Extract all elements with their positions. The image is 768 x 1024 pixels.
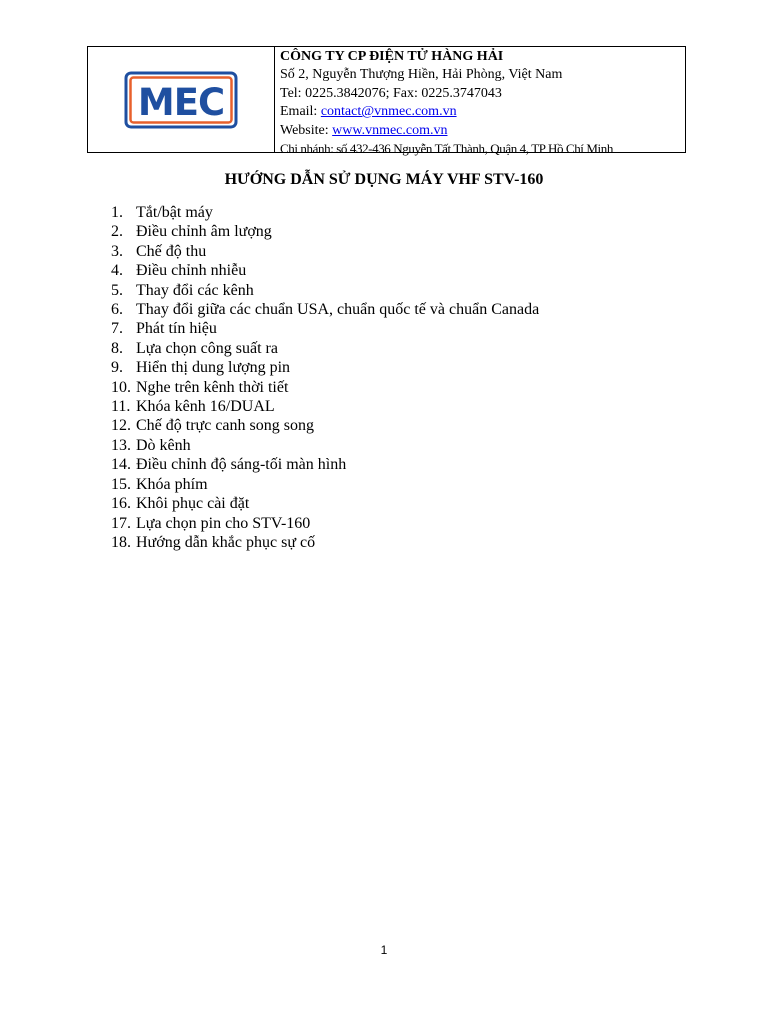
toc-item-text: Điều chỉnh độ sáng-tối màn hình [136, 456, 347, 474]
toc-item-text: Hướng dẫn khắc phục sự cố [136, 533, 316, 551]
toc-item-number: 10. [111, 378, 131, 396]
toc-item-number: 13. [111, 436, 131, 454]
website-label: Website: [280, 122, 333, 138]
toc-item-text: Khôi phục cài đặt [136, 495, 250, 513]
toc-item-text: Khóa kênh 16/DUAL [136, 398, 275, 416]
toc-item [111, 378, 539, 397]
company-name: CÔNG TY CP ĐIỆN TỬ HÀNG HẢI [280, 49, 504, 64]
toc-item-number: 2. [111, 223, 123, 241]
logo-text: MEC [137, 80, 225, 124]
toc-item-number: 17. [111, 514, 131, 532]
toc-item-number: 5. [111, 281, 123, 299]
toc-item-number: 11. [111, 398, 131, 416]
toc-item [111, 319, 539, 338]
toc-item [111, 222, 539, 241]
page-number: 1 [380, 943, 388, 957]
company-email-line [280, 103, 685, 121]
toc-item [111, 416, 539, 435]
toc-item-text: Điều chỉnh âm lượng [136, 223, 272, 241]
toc-item [111, 475, 539, 494]
toc-item-text: Chế độ trực canh song song [136, 417, 314, 435]
toc-item-number: 1. [111, 204, 123, 221]
toc-item [111, 494, 539, 513]
email-link[interactable]: contact@vnmec.com.vn [320, 104, 457, 120]
toc-item-text: Chế độ thu [136, 242, 207, 260]
document-title: HƯỚNG DẪN SỬ DỤNG MÁY VHF STV-160 [224, 171, 544, 188]
toc-item-number: 12. [111, 417, 131, 435]
company-branch: Chi nhánh: số 432-436 Nguyễn Tất Thành, Quận 4, TP Hồ Chí Minh [280, 141, 613, 157]
toc-item [111, 514, 539, 533]
toc-item [111, 533, 539, 552]
toc-item-number: 8. [111, 339, 123, 357]
website-link[interactable]: www.vnmec.com.vn [332, 122, 448, 138]
header-table [87, 46, 686, 157]
toc-item-number: 6. [111, 301, 123, 319]
toc-item-text: Dò kênh [136, 436, 191, 454]
toc-item-text: Tắt/bật máy [136, 204, 213, 221]
toc-item [111, 300, 539, 319]
toc-item [111, 436, 539, 455]
toc-item [111, 203, 539, 222]
toc-item-number: 7. [111, 320, 123, 338]
email-label: Email: [280, 104, 321, 120]
company-address: Số 2, Nguyễn Thượng Hiền, Hải Phòng, Việt Nam [280, 67, 563, 83]
toc-item-text: Phát tín hiệu [136, 320, 217, 338]
toc-item [111, 358, 539, 377]
toc-item-text: Thay đổi giữa các chuẩn USA, chuẩn quốc tế và chuẩn Canada [136, 301, 540, 319]
toc-item-text: Lựa chọn công suất ra [136, 339, 278, 357]
toc-item [111, 455, 539, 474]
toc-item-number: 18. [111, 533, 131, 551]
toc-item-number: 15. [111, 475, 131, 493]
toc-item-text: Hiển thị dung lượng pin [136, 359, 291, 377]
toc-item [111, 339, 539, 358]
company-website-line [280, 122, 685, 140]
toc-item-text: Thay đổi các kênh [136, 281, 254, 299]
toc-item-number: 4. [111, 262, 123, 280]
toc-item [111, 261, 539, 280]
toc-item-text: Lựa chọn pin cho STV-160 [136, 514, 311, 532]
mec-logo [124, 71, 238, 129]
toc-item-number: 9. [111, 359, 123, 377]
toc-item [111, 242, 539, 261]
toc-item-number: 16. [111, 495, 131, 513]
toc-item-text: Khóa phím [136, 475, 208, 493]
logo-cell [88, 47, 275, 152]
toc-item-number: 14. [111, 456, 131, 474]
toc-item-text: Điều chỉnh nhiễu [136, 262, 247, 280]
toc-item-number: 3. [111, 242, 123, 260]
toc-item [111, 397, 539, 416]
toc-item [111, 281, 539, 300]
table-of-contents [111, 203, 539, 552]
company-info [275, 47, 685, 157]
toc-item-text: Nghe trên kênh thời tiết [136, 378, 289, 396]
company-phone-fax: Tel: 0225.3842076; Fax: 0225.3747043 [280, 85, 502, 101]
